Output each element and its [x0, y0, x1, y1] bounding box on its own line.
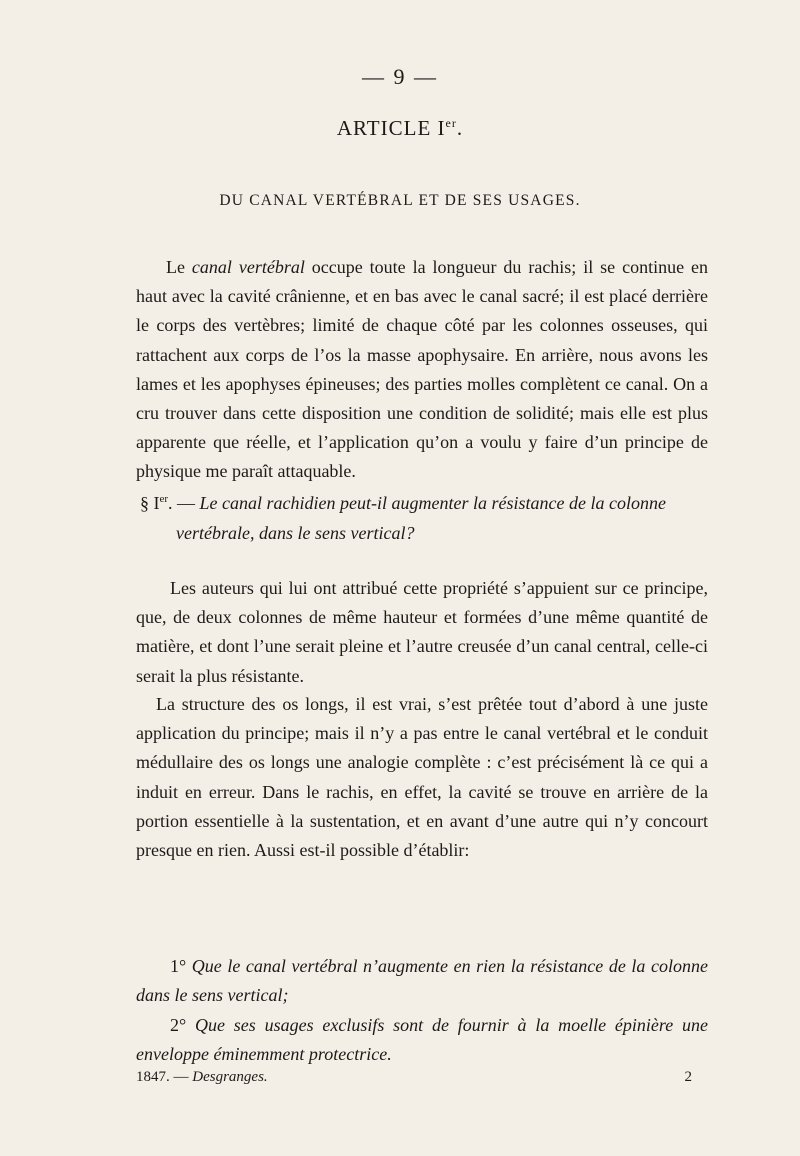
conclusion-two-number: 2°	[170, 1015, 195, 1035]
conclusion-one-text: Que le canal vertébral n’augmente en rien la résistance de la colonne dans le sens vertical;	[136, 956, 708, 1006]
section-dash: . —	[168, 493, 200, 513]
section-symbol: § I	[140, 493, 160, 513]
conclusion-one	[136, 952, 708, 1010]
intro-term: canal vertébral	[191, 257, 305, 277]
intro-rest: occupe toute la longueur du rachis; il se continue en haut avec la cavité crânienne, et en bas avec le canal sacré; il est placé derrière le corps des vertèbres; limité de chaque côté par les colonnes osseuses, qui rattachent aux corps de l’os la masse apophysaire. En arrière, nous avons les lames et les apophyses épineuses; des parties molles complètent ce canal. On a cru trouver dans cette disposition une condition de solidité; mais elle est plus apparente que réelle, et l’application qu’on a voulu y faire d’un principe de physique me paraît attaquable.	[136, 257, 708, 482]
footer-author: Desgranges.	[192, 1069, 268, 1085]
conclusion-two-text: Que ses usages exclusifs sont de fournir à la moelle épinière une enveloppe éminemment protectrice.	[136, 1015, 709, 1065]
paragraph-structure: La structure des os longs, il est vrai, s’est prêtée tout d’abord à une juste application du principe; mais il n’y a pas entre le canal vertébral et le conduit médullaire des os longs une analogie complète : c’est précisément là ce qui a induit en erreur. Dans le rachis, en effet, la cavité se trouve en arrière de la portion essentielle à la sustentation, et en avant d’une autre qui n’y concourt presque en rien. Aussi est-il possible d’établir:	[136, 694, 708, 861]
paragraph-authors: Les auteurs qui lui ont attribué cette propriété s’appuient sur ce principe, que, de deux colonnes de même hauteur et formées d’une même quantité de matière, et dont l’une serait pleine et l’autre creusée d’un canal central, celle-ci serait la plus résistante.	[136, 578, 708, 686]
footer-imprint	[136, 1069, 268, 1086]
page-number: — 9 —	[362, 64, 438, 89]
article-label: ARTICLE I	[336, 116, 446, 140]
page-footer	[136, 1069, 708, 1086]
article-ordinal: er	[445, 116, 457, 130]
intro-paragraph	[136, 253, 708, 487]
subsection-question-line2: vertébrale, dans le sens vertical?	[176, 523, 415, 543]
subsection-question-line1: Le canal rachidien peut-il augmenter la résistance de la colonne	[199, 493, 666, 513]
intro-lead: Le	[166, 257, 192, 277]
section-title: DU CANAL VERTÉBRAL ET DE SES USAGES.	[219, 192, 581, 209]
conclusion-one-number: 1°	[170, 956, 192, 976]
section-ordinal: er	[159, 493, 169, 505]
footer-year: 1847. —	[136, 1069, 193, 1085]
signature-mark: 2	[684, 1069, 692, 1085]
article-heading: ARTICLE Ier.	[336, 116, 464, 140]
conclusion-two	[136, 1011, 708, 1069]
subsection-heading	[136, 484, 708, 548]
